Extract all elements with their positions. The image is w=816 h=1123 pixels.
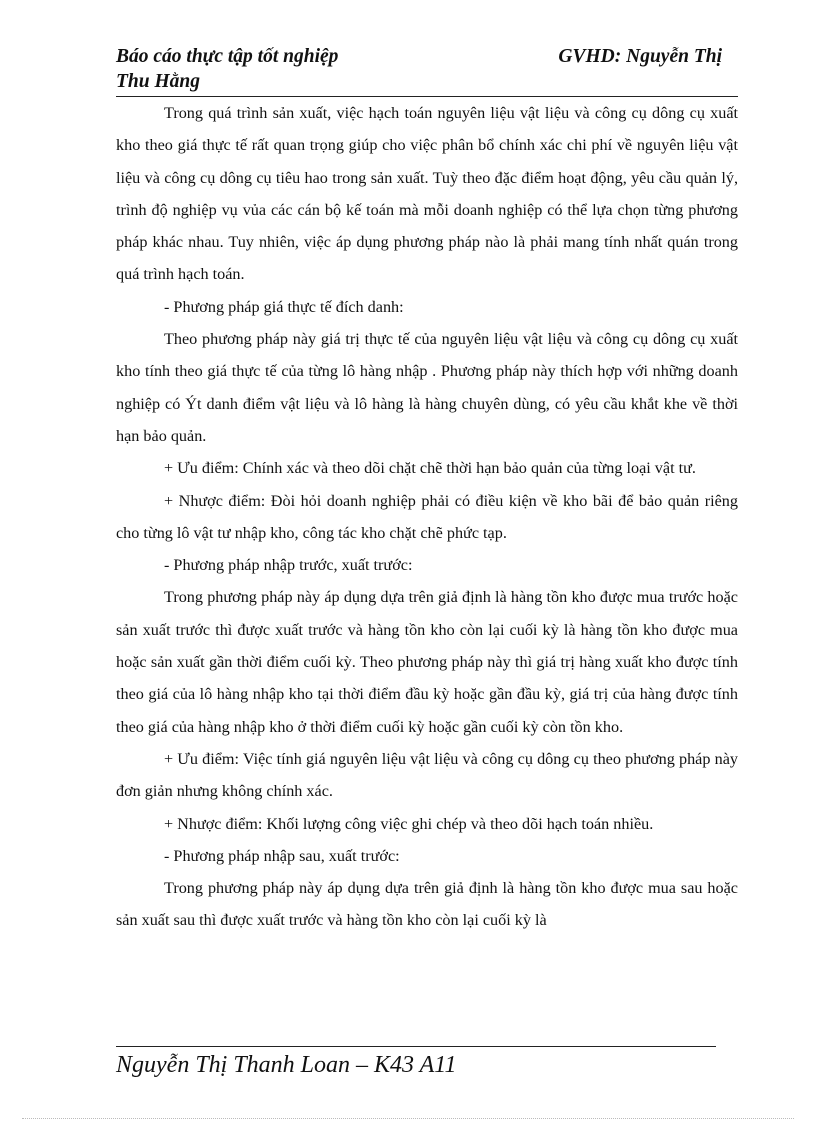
document-body <box>116 97 738 937</box>
page-header <box>116 44 738 97</box>
page-bottom-dotted-line <box>22 1118 794 1119</box>
header-report-title: Báo cáo thực tập tốt nghiệp <box>116 46 339 67</box>
advantage-item: + Ưu điểm: Việc tính giá nguyên liệu vật liệu và công cụ dông cụ theo phương pháp này đơn giản nhưng không chính xác. <box>116 749 738 801</box>
method-heading-fifo: - Phương pháp nhập trước, xuất trước: <box>164 556 413 575</box>
page-footer-author: Nguyễn Thị Thanh Loan – K43 A11 <box>116 1052 457 1078</box>
footer-divider <box>116 1046 716 1047</box>
method-heading-specific-identification: - Phương pháp giá thực tế đích danh: <box>164 297 404 316</box>
paragraph-specific-identification: Theo phương pháp này giá trị thực tế của nguyên liệu vật liệu và công cụ dông cụ xuất kho tính theo giá thực tế của từng lô hàng nhập . Phương pháp này thích hợp với những doanh nghiệp có Ýt danh điểm vật liệu và lô hàng là hàng chuyên dùng, có yêu cầu khắt khe về thời hạn bảo quản. <box>116 330 738 445</box>
method-heading-lifo: - Phương pháp nhập sau, xuất trước: <box>164 846 400 865</box>
disadvantage-item: + Nhược điểm: Khối lượng công việc ghi chép và theo dõi hạch toán nhiều. <box>164 814 654 833</box>
paragraph-fifo: Trong phương pháp này áp dụng dựa trên giả định là hàng tồn kho được mua trước hoặc sản xuất trước thì được xuất trước và hàng tồn kho còn lại cuối kỳ là hàng tồn kho được mua hoặc sản xuất gần thời điểm cuối kỳ. Theo phương pháp này thì giá trị hàng xuất kho được tính theo giá của lô hàng nhập kho tại thời điểm đầu kỳ hoặc gần đầu kỳ, giá trị của hàng được tính theo giá của hàng nhập kho ở thời điểm cuối kỳ hoặc gần cuối kỳ còn tồn kho. <box>116 588 738 736</box>
paragraph-intro: Trong quá trình sản xuất, việc hạch toán nguyên liệu vật liệu và công cụ dông cụ xuất kho theo giá thực tế rất quan trọng giúp cho việc phân bổ chính xác chi phí về nguyên liệu vật liệu và công cụ dông cụ tiêu hao trong sản xuất. Tuỳ theo đặc điểm hoạt động, yêu cầu quản lý, trình độ nghiệp vụ vủa các cán bộ kế toán mà mỗi doanh nghiệp có thể lựa chọn từng phương pháp khác nhau. Tuy nhiên, việc áp dụng phương pháp nào là phải mang tính nhất quán trong quá trình hạch toán. <box>116 104 738 284</box>
disadvantage-item: + Nhược điểm: Đòi hỏi doanh nghiệp phải có điều kiện về kho bãi để bảo quản riêng cho từng lô vật tư nhập kho, công tác kho chặt chẽ phức tạp. <box>116 491 738 542</box>
header-supervisor-continuation: Thu Hằng <box>116 71 200 92</box>
advantage-item: + Ưu điểm: Chính xác và theo dõi chặt chẽ thời hạn bảo quản của từng loại vật tư. <box>164 459 696 478</box>
header-supervisor: GVHD: Nguyễn Thị <box>558 46 722 67</box>
paragraph-lifo: Trong phương pháp này áp dụng dựa trên giả định là hàng tồn kho được mua sau hoặc sản xuất sau thì được xuất trước và hàng tồn kho còn lại cuối kỳ là <box>116 879 738 930</box>
